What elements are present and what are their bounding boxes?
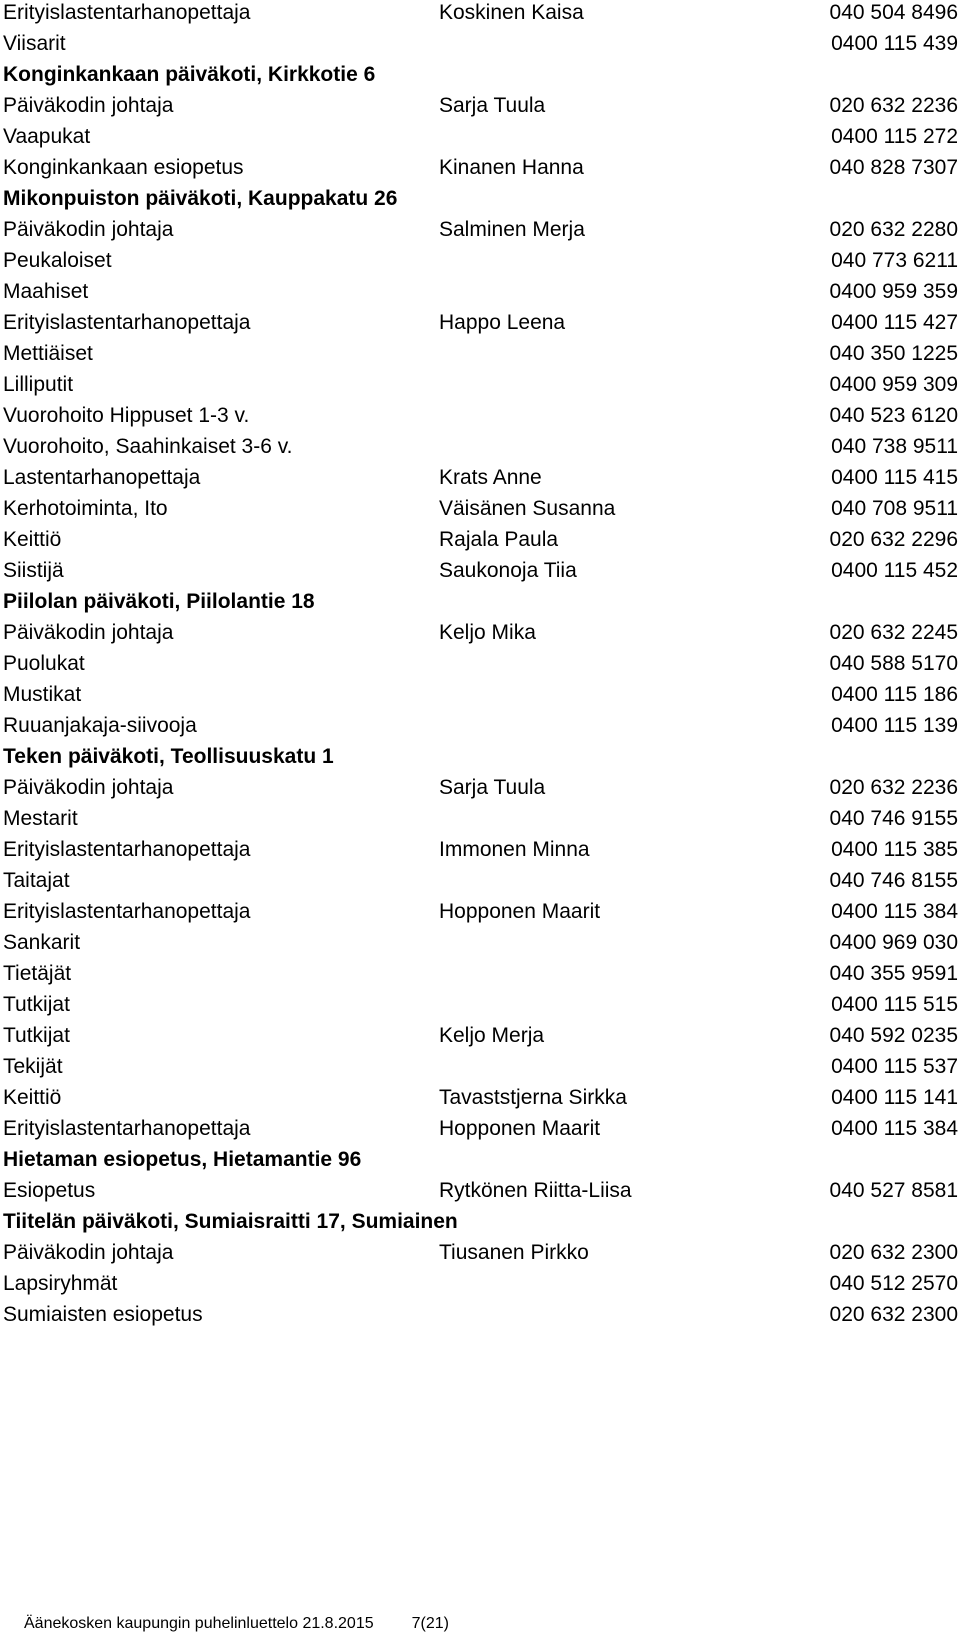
directory-entry	[3, 1240, 958, 1271]
directory-entry	[3, 837, 958, 868]
entry-person: Tavaststjerna Sirkka	[439, 1086, 627, 1109]
entry-phone: 040 527 8581	[829, 1179, 958, 1202]
entry-phone: 0400 115 452	[831, 559, 958, 582]
entry-phone: 020 632 2300	[829, 1241, 958, 1264]
directory-entry	[3, 31, 958, 62]
directory-entry	[3, 1054, 958, 1085]
section-heading	[3, 589, 958, 620]
entry-role: Lastentarhanopettaja	[3, 466, 201, 489]
entry-role: Siistijä	[3, 559, 64, 582]
entry-role: Erityislastentarhanopettaja	[3, 838, 251, 861]
section-heading-title: Mikonpuiston päiväkoti, Kauppakatu 26	[3, 187, 398, 210]
directory-entry	[3, 465, 958, 496]
entry-role: Ruuanjakaja-siivooja	[3, 714, 197, 737]
entry-role: Vuorohoito, Saahinkaiset 3-6 v.	[3, 435, 293, 458]
entry-role: Päiväkodin johtaja	[3, 621, 174, 644]
entry-role: Erityislastentarhanopettaja	[3, 311, 251, 334]
entry-phone: 0400 115 385	[831, 838, 958, 861]
entry-role: Esiopetus	[3, 1179, 96, 1202]
entry-person: Keljo Merja	[439, 1024, 545, 1047]
entry-person: Rajala Paula	[439, 528, 559, 551]
entry-phone: 020 632 2280	[829, 218, 958, 241]
entry-phone: 040 746 8155	[829, 869, 958, 892]
entry-role: Sumiaisten esiopetus	[3, 1303, 203, 1326]
directory-entry	[3, 0, 958, 31]
entry-role: Tietäjät	[3, 962, 72, 985]
section-heading	[3, 1147, 958, 1178]
directory-entry	[3, 527, 958, 558]
entry-phone: 040 828 7307	[829, 156, 958, 179]
directory-entry	[3, 1178, 958, 1209]
entry-role: Keittiö	[3, 528, 62, 551]
directory-entry	[3, 682, 958, 713]
entry-role: Sankarit	[3, 931, 81, 954]
section-heading-title: Tiitelän päiväkoti, Sumiaisraitti 17, Sumiainen	[3, 1210, 458, 1233]
entry-phone: 040 523 6120	[829, 404, 958, 427]
entry-role: Mestarit	[3, 807, 78, 830]
directory-entry	[3, 713, 958, 744]
entry-role: Erityislastentarhanopettaja	[3, 1117, 251, 1140]
entry-phone: 040 738 9511	[831, 435, 958, 458]
entry-person: Rytkönen Riitta-Liisa	[439, 1179, 632, 1202]
entry-role: Viisarit	[3, 32, 66, 55]
directory-entry	[3, 372, 958, 403]
entry-phone: 040 708 9511	[831, 497, 958, 520]
entry-phone: 0400 115 384	[831, 1117, 958, 1140]
entry-role: Lapsiryhmät	[3, 1272, 118, 1295]
directory-entry	[3, 651, 958, 682]
entry-phone: 0400 115 427	[831, 311, 958, 334]
entry-person: Salminen Merja	[439, 218, 585, 241]
entry-role: Päiväkodin johtaja	[3, 94, 174, 117]
entry-person: Krats Anne	[439, 466, 542, 489]
entry-person: Happo Leena	[439, 311, 566, 334]
section-heading-title: Piilolan päiväkoti, Piilolantie 18	[3, 590, 315, 613]
entry-role: Tutkijat	[3, 1024, 70, 1047]
section-heading	[3, 744, 958, 775]
entry-person: Hopponen Maarit	[439, 900, 601, 923]
directory-entry	[3, 992, 958, 1023]
entry-role: Vaapukat	[3, 125, 91, 148]
entry-role: Erityislastentarhanopettaja	[3, 1, 251, 24]
entry-role: Vuorohoito Hippuset 1-3 v.	[3, 404, 250, 427]
entry-role: Konginkankaan esiopetus	[3, 156, 244, 179]
entry-person: Väisänen Susanna	[439, 497, 616, 520]
entry-role: Tekijät	[3, 1055, 63, 1078]
entry-phone: 020 632 2236	[829, 94, 958, 117]
directory-entry	[3, 1023, 958, 1054]
directory-entry	[3, 899, 958, 930]
section-heading	[3, 62, 958, 93]
entry-role: Mettiäiset	[3, 342, 93, 365]
section-heading	[3, 1209, 958, 1240]
directory-entry	[3, 775, 958, 806]
entry-phone: 040 773 6211	[831, 249, 958, 272]
entry-phone: 0400 115 384	[831, 900, 958, 923]
directory-entry	[3, 310, 958, 341]
entry-phone: 0400 115 139	[831, 714, 958, 737]
entry-phone: 040 746 9155	[829, 807, 958, 830]
entry-role: Päiväkodin johtaja	[3, 776, 174, 799]
entry-role: Erityislastentarhanopettaja	[3, 900, 251, 923]
footer-page-number: 7(21)	[411, 1615, 449, 1632]
footer-document-title: Äänekosken kaupungin puhelinluettelo 21.8.2015	[24, 1615, 374, 1632]
entry-phone: 040 588 5170	[829, 652, 958, 675]
directory-entry	[3, 558, 958, 589]
directory-entry	[3, 930, 958, 961]
entry-role: Mustikat	[3, 683, 82, 706]
entry-phone: 0400 115 537	[831, 1055, 958, 1078]
directory-entry	[3, 620, 958, 651]
entry-person: Keljo Mika	[439, 621, 536, 644]
entry-phone: 0400 115 186	[831, 683, 958, 706]
entry-phone: 040 512 2570	[829, 1272, 958, 1295]
entry-phone: 0400 115 272	[831, 125, 958, 148]
entry-role: Päiväkodin johtaja	[3, 1241, 174, 1264]
entry-phone: 020 632 2296	[829, 528, 958, 551]
directory-entry	[3, 93, 958, 124]
entry-role: Puolukat	[3, 652, 85, 675]
directory-entry	[3, 403, 958, 434]
entry-role: Tutkijat	[3, 993, 70, 1016]
section-heading-title: Hietaman esiopetus, Hietamantie 96	[3, 1148, 362, 1171]
directory-entry	[3, 1271, 958, 1302]
directory-entry	[3, 1116, 958, 1147]
entry-role: Taitajat	[3, 869, 70, 892]
entry-role: Peukaloiset	[3, 249, 112, 272]
entry-phone: 0400 969 030	[829, 931, 958, 954]
entry-person: Tiusanen Pirkko	[439, 1241, 589, 1264]
directory-entry	[3, 248, 958, 279]
entry-person: Sarja Tuula	[439, 776, 546, 799]
entry-phone: 0400 115 415	[831, 466, 958, 489]
section-heading	[3, 186, 958, 217]
entry-phone: 0400 115 515	[831, 993, 958, 1016]
directory-entry	[3, 806, 958, 837]
entry-person: Koskinen Kaisa	[439, 1, 584, 24]
entry-person: Saukonoja Tiia	[439, 559, 577, 582]
entry-phone: 040 504 8496	[829, 1, 958, 24]
entry-role: Maahiset	[3, 280, 89, 303]
directory-entry	[3, 124, 958, 155]
section-heading-title: Konginkankaan päiväkoti, Kirkkotie 6	[3, 63, 376, 86]
directory-entry	[3, 1302, 958, 1333]
entry-phone: 0400 959 359	[829, 280, 958, 303]
entry-person: Hopponen Maarit	[439, 1117, 601, 1140]
directory-entry	[3, 868, 958, 899]
entry-phone: 020 632 2236	[829, 776, 958, 799]
directory-entry	[3, 496, 958, 527]
directory-entry	[3, 434, 958, 465]
section-heading-title: Teken päiväkoti, Teollisuuskatu 1	[3, 745, 334, 768]
entry-phone: 0400 959 309	[829, 373, 958, 396]
directory-entry	[3, 961, 958, 992]
entry-phone: 0400 115 439	[831, 32, 958, 55]
entry-phone: 0400 115 141	[831, 1086, 958, 1109]
page-footer	[24, 1614, 449, 1634]
entry-role: Lilliputit	[3, 373, 74, 396]
directory-entry	[3, 1085, 958, 1116]
entry-person: Kinanen Hanna	[439, 156, 584, 179]
entry-role: Keittiö	[3, 1086, 62, 1109]
directory-entry	[3, 217, 958, 248]
entry-person: Immonen Minna	[439, 838, 590, 861]
directory-entry	[3, 155, 958, 186]
entry-phone: 040 350 1225	[829, 342, 958, 365]
entry-phone: 020 632 2300	[829, 1303, 958, 1326]
entry-role: Kerhotoiminta, Ito	[3, 497, 168, 520]
entry-phone: 020 632 2245	[829, 621, 958, 644]
phone-directory-list	[3, 0, 958, 1333]
entry-phone: 040 592 0235	[829, 1024, 958, 1047]
entry-phone: 040 355 9591	[829, 962, 958, 985]
directory-entry	[3, 279, 958, 310]
entry-role: Päiväkodin johtaja	[3, 218, 174, 241]
entry-person: Sarja Tuula	[439, 94, 546, 117]
directory-entry	[3, 341, 958, 372]
